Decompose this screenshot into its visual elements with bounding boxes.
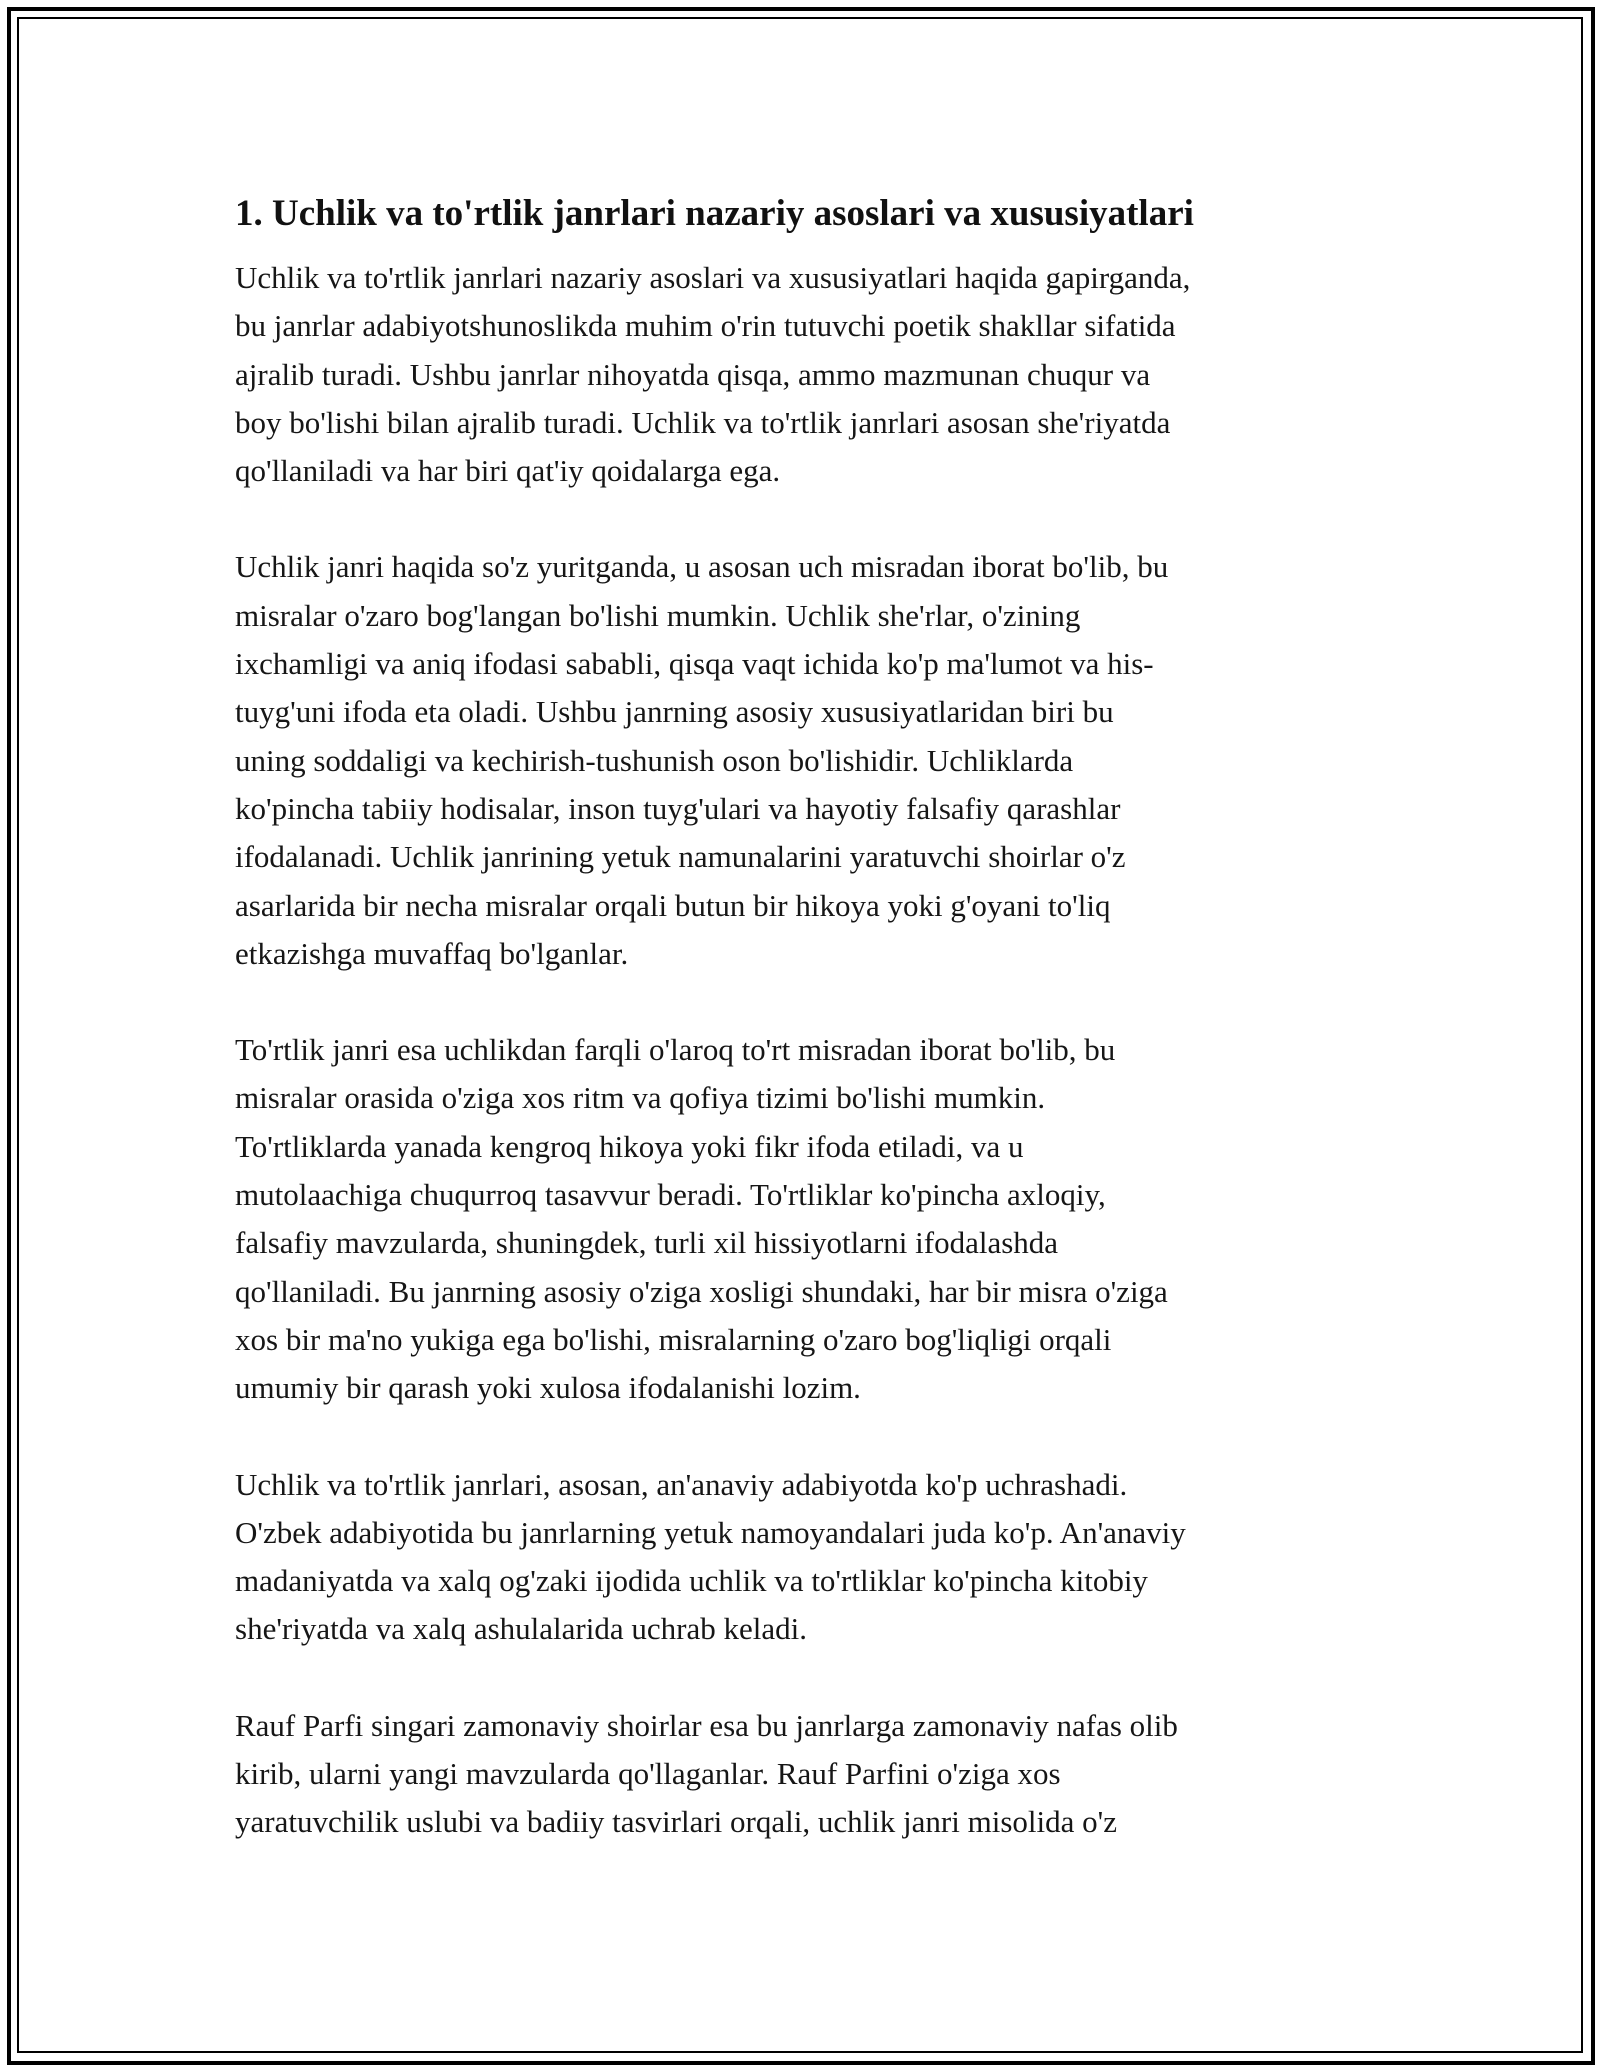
text-line: Uchlik va to'rtlik janrlari, asosan, an'anaviy adabiyotda ko'p uchrashadi. [235,1466,1128,1502]
text-line: madaniyatda va xalq og'zaki ijodida uchlik va to'rtliklar ko'pincha kitobiy [235,1563,1148,1599]
text-line: tuyg'uni ifoda eta oladi. Ushbu janrning asosiy xususiyatlaridan biri bu [235,694,1114,730]
text-line: ifodalanadi. Uchlik janrining yetuk namunalarini yaratuvchi shoirlar o'z [235,839,1126,875]
paragraph-uchlik [235,543,1375,978]
text-line: bu janrlar adabiyotshunoslikda muhim o'rin tutuvchi poetik shakllar sifatida [235,308,1176,344]
paragraph-tortlik [235,1026,1375,1412]
text-line: she'riyatda va xalq ashulalarida uchrab keladi. [235,1611,807,1647]
text-line: qo'llaniladi va har biri qat'iy qoidalarga ega. [235,453,781,489]
text-line: To'rtliklarda yanada kengroq hikoya yoki fikr ifoda etiladi, va u [235,1128,1024,1164]
text-line: boy bo'lishi bilan ajralib turadi. Uchlik va to'rtlik janrlari asosan she'riyatda [235,404,1171,440]
text-line: etkazishga muvaffaq bo'lganlar. [235,935,629,971]
text-line: misralar o'zaro bog'langan bo'lishi mumkin. Uchlik she'rlar, o'zining [235,597,1081,633]
text-line: Rauf Parfi singari zamonaviy shoirlar esa bu janrlarga zamonaviy nafas olib [235,1707,1178,1743]
text-line: ko'pincha tabiiy hodisalar, inson tuyg'ulari va hayotiy falsafiy qarashlar [235,790,1121,826]
text-line: falsafiy mavzularda, shuningdek, turli xil hissiyotlarni ifodalashda [235,1225,1059,1261]
text-line: O'zbek adabiyotida bu janrlarning yetuk namoyandalari juda ko'p. An'anaviy [235,1514,1186,1550]
text-line: kirib, ularni yangi mavzularda qo'llaganlar. Rauf Parfini o'ziga xos [235,1756,1061,1792]
text-line: misralar orasida o'ziga xos ritm va qofiya tizimi bo'lishi mumkin. [235,1080,1046,1116]
text-line: asarlarida bir necha misralar orqali butun bir hikoya yoki g'oyani to'liq [235,887,1111,923]
text-line: To'rtlik janri esa uchlikdan farqli o'laroq to'rt misradan iborat bo'lib, bu [235,1032,1116,1068]
text-line: qo'llaniladi. Bu janrning asosiy o'ziga xosligi shundaki, har bir misra o'ziga [235,1273,1168,1309]
text-line: Uchlik janri haqida so'z yuritganda, u asosan uch misradan iborat bo'lib, bu [235,549,1169,585]
text-line: ixchamligi va aniq ifodasi sababli, qisqa vaqt ichida ko'p ma'lumot va his- [235,646,1154,682]
text-line: yaratuvchilik uslubi va badiiy tasvirlari orqali, uchlik janri misolida o'z [235,1804,1117,1840]
section-heading: 1. Uchlik va to'rtlik janrlari nazariy asoslari va xususiyatlari [235,193,1194,234]
text-line: mutolaachiga chuqurroq tasavvur beradi. To'rtliklar ko'pincha axloqiy, [235,1177,1106,1213]
text-line: xos bir ma'no yukiga ega bo'lishi, misralarning o'zaro bog'liqligi orqali [235,1321,1112,1357]
text-line: Uchlik va to'rtlik janrlari nazariy asoslari va xususiyatlari haqida gapirganda, [235,260,1191,295]
paragraph-tradition [235,1461,1375,1654]
text-line: ajralib turadi. Ushbu janrlar nihoyatda qisqa, ammo mazmunan chuqur va [235,356,1151,392]
paragraph-rauf-parfi [235,1702,1375,1847]
text-line: umumiy bir qarash yoki xulosa ifodalanishi lozim. [235,1370,861,1406]
paragraph-intro [235,254,1375,495]
text-line: uning soddaligi va kechirish-tushunish oson bo'lishidir. Uchliklarda [235,742,1074,778]
document-body [235,186,1375,1847]
